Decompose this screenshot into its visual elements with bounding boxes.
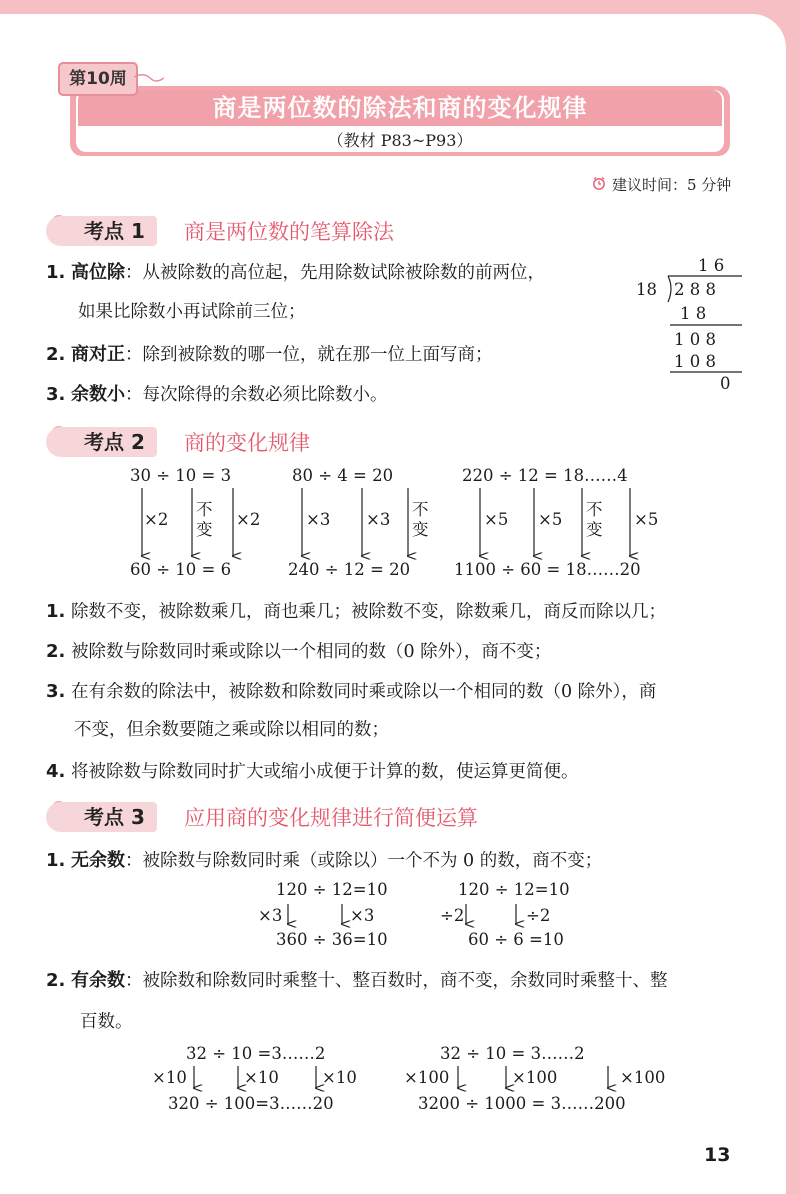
s2-item-3-cont: 不变，但余数要随之乘或除以相同的数； [74, 720, 389, 740]
ld-step1: 1 8 [680, 304, 707, 323]
ex3-arrow1-label: ×5 [484, 510, 509, 529]
s1-item-2: 2. 商对正：除到被除数的哪一位，就在那一位上面写商； [46, 344, 493, 365]
kaodian-2-tag: 考点 2 [46, 427, 157, 457]
ld-step2: 1 0 8 [674, 330, 716, 349]
s2-item-4: 4. 将被除数与除数同时扩大或缩小成便于计算的数，使运算更简便。 [46, 761, 579, 782]
s3-ex4-top: 32 ÷ 10 = 3……2 [440, 1044, 585, 1063]
s3-ex4-m3: ×100 [620, 1068, 666, 1087]
page-title: 商是两位数的除法和商的变化规律 [212, 94, 588, 122]
s3-item2-arrows [186, 1064, 626, 1094]
s3-ex3-bottom: 320 ÷ 100=3……20 [168, 1094, 334, 1113]
ex3-arrow3-label: 不变 [586, 500, 603, 539]
s3-ex3-m3: ×10 [322, 1068, 357, 1087]
ex1-top: 30 ÷ 10 = 3 [130, 466, 232, 485]
s3-ex4-bottom: 3200 ÷ 1000 = 3……200 [418, 1094, 626, 1113]
week-tag: 第10周 [58, 62, 138, 96]
s3-ex3-top: 32 ÷ 10 =3……2 [186, 1044, 326, 1063]
suggested-time: 建议时间：5 分钟 [612, 176, 732, 194]
s3-ex1-top: 120 ÷ 12=10 [276, 880, 388, 899]
s3-ex4-m1: ×100 [404, 1068, 450, 1087]
ld-divisor: 18 [636, 280, 657, 299]
ex1-arrow2-label: 不变 [196, 500, 213, 539]
s3-ex1-right: ×3 [350, 906, 375, 925]
ex2-arrow1-label: ×3 [306, 510, 331, 529]
ex3-arrow4-label: ×5 [634, 510, 659, 529]
ex3-top: 220 ÷ 12 = 18……4 [462, 466, 628, 485]
ld-remainder: 0 [720, 374, 731, 393]
page-number: 13 [704, 1144, 731, 1166]
ex2-bottom: 240 ÷ 12 = 20 [288, 560, 411, 579]
ld-quotient: 1 6 [698, 256, 725, 275]
s2-item-3: 3. 在有余数的除法中，被除数和除数同时乘或除以一个相同的数（0 除外），商 [46, 681, 657, 702]
s3-ex3-m1: ×10 [152, 1068, 187, 1087]
s1-item-1: 1. 高位除：从被除数的高位起，先用除数试除被除数的前两位， [46, 262, 545, 283]
ex1-bottom: 60 ÷ 10 = 6 [130, 560, 232, 579]
ld-step3: 1 0 8 [674, 352, 716, 371]
s3-item-2-cont: 百数。 [80, 1012, 133, 1032]
kaodian-1-title: 商是两位数的笔算除法 [184, 220, 394, 244]
s1-item-3: 3. 余数小：每次除得的余数必须比除数小。 [46, 384, 388, 405]
s2-item-1: 1. 除数不变，被除数乘几，商也乘几；被除数不变，除数乘几，商反而除以几； [46, 601, 666, 622]
kaodian-1-tag: 考点 1 [46, 216, 157, 246]
ex3-arrow2-label: ×5 [538, 510, 563, 529]
clock-icon [592, 176, 606, 190]
kaodian-2-title: 商的变化规律 [184, 431, 310, 455]
ex2-arrow3-label: 不变 [412, 500, 429, 539]
s3-ex2-top: 120 ÷ 12=10 [458, 880, 570, 899]
ex3-bottom: 1100 ÷ 60 = 18……20 [454, 560, 641, 579]
kaodian-3-title: 应用商的变化规律进行简便运算 [184, 806, 478, 830]
s3-item1-arrows [280, 902, 560, 930]
s3-ex4-m2: ×100 [512, 1068, 558, 1087]
ex1-arrow3-label: ×2 [236, 510, 261, 529]
s3-ex1-bottom: 360 ÷ 36=10 [276, 930, 388, 949]
ld-dividend: 2 8 8 [674, 280, 716, 299]
s3-item-2: 2. 有余数：被除数和除数同时乘整十、整百数时，商不变，余数同时乘整十、整 [46, 970, 668, 991]
s3-ex2-bottom: 60 ÷ 6 =10 [468, 930, 564, 949]
long-division-lines [660, 274, 744, 378]
s1-item-1-cont: 如果比除数小再试除前三位； [78, 302, 306, 322]
ex2-arrow2-label: ×3 [366, 510, 391, 529]
week-tag-tail [134, 70, 164, 84]
s3-ex2-left: ÷2 [440, 906, 465, 925]
s3-ex3-m2: ×10 [244, 1068, 279, 1087]
s2-item-2: 2. 被除数与除数同时乘或除以一个相同的数（0 除外），商不变； [46, 641, 552, 662]
kaodian-3-tag: 考点 3 [46, 802, 157, 832]
ex2-top: 80 ÷ 4 = 20 [292, 466, 394, 485]
ex1-arrow1-label: ×2 [144, 510, 169, 529]
page-subtitle: （教材 P83~P93） [327, 131, 473, 150]
s3-ex1-left: ×3 [258, 906, 283, 925]
s3-item-1: 1. 无余数：被除数与除数同时乘（或除以）一个不为 0 的数，商不变； [46, 850, 603, 871]
s3-ex2-right: ÷2 [526, 906, 551, 925]
